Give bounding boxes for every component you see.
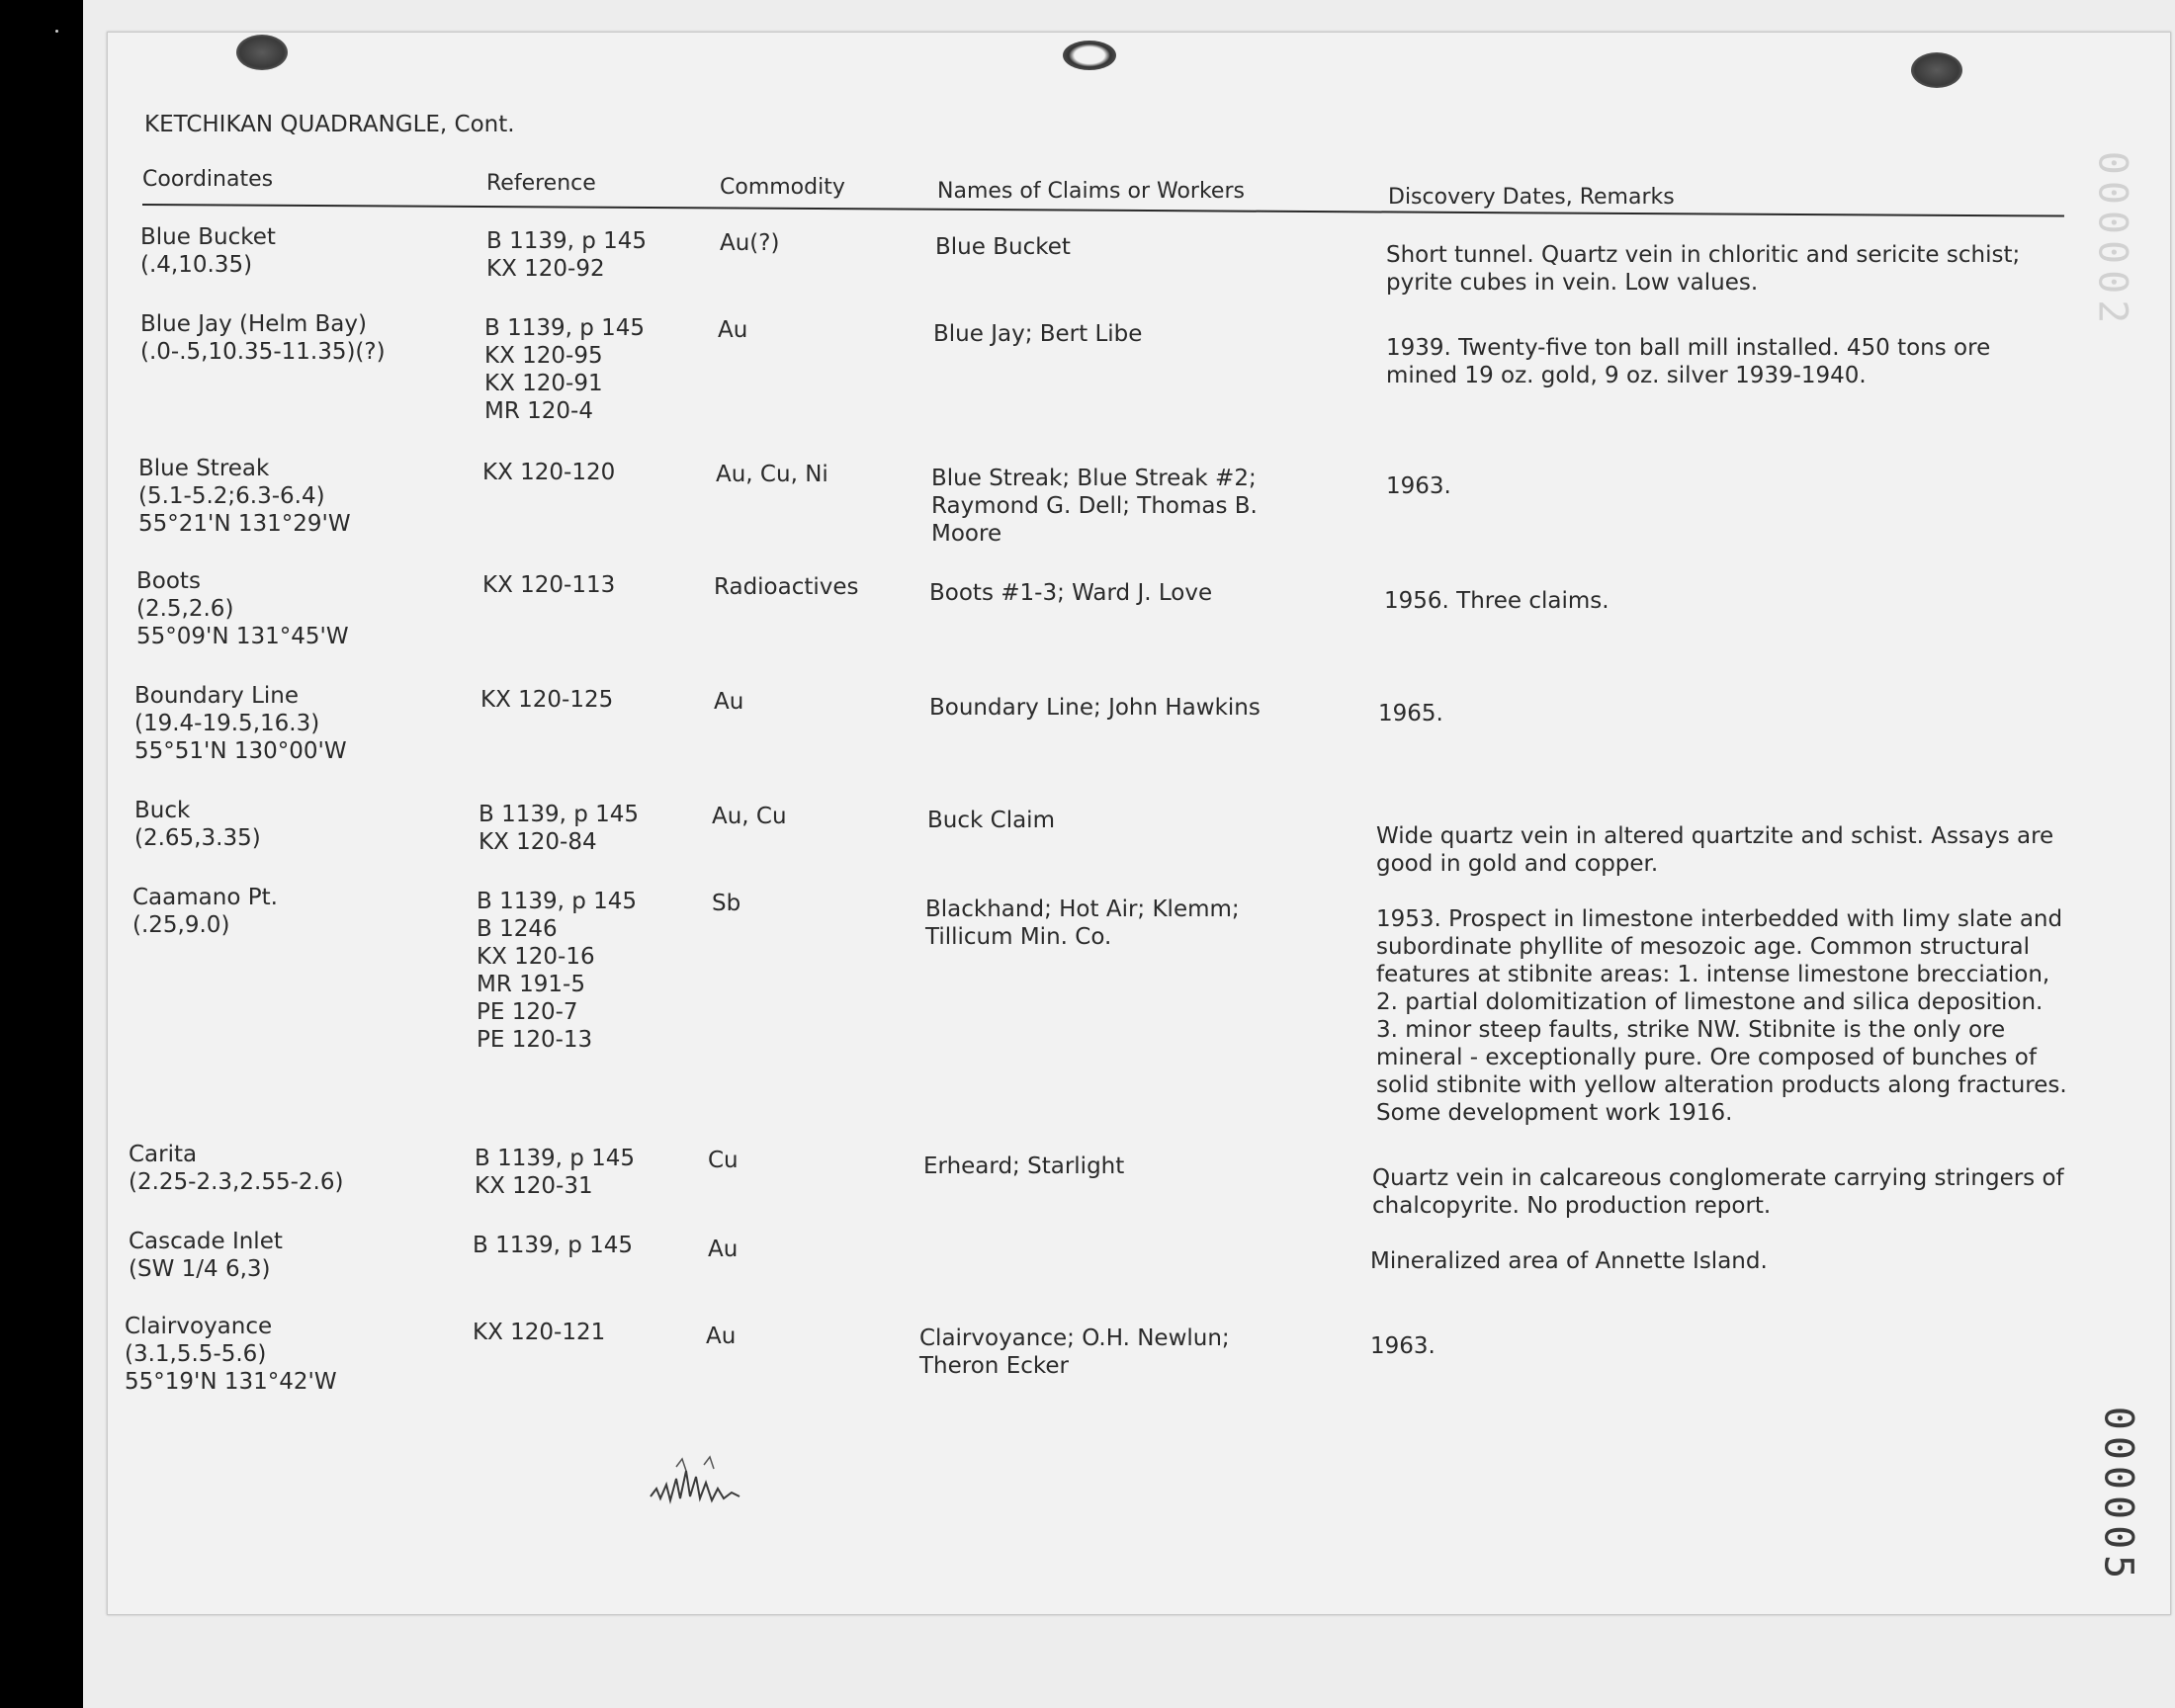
ink-scribble [647,1449,755,1508]
cell-reference: B 1139, p 145 B 1246 KX 120-16 MR 191-5 PE 120-7 PE 120-13 [477,889,638,1053]
cell-remarks: 1965. [1378,701,1443,726]
cell-coordinates: Boots (2.5,2.6) 55°09'N 131°45'W [136,568,349,649]
column-header-reference: Reference [486,171,596,196]
cell-remarks: 1956. Three claims. [1384,588,1610,614]
punch-hole [1063,41,1116,70]
cell-remarks: Quartz vein in calcareous conglomerate carrying stringers of chalcopyrite. No production report. [1372,1165,2064,1219]
cell-commodity: Au [708,1237,739,1262]
cell-reference: KX 120-120 [482,460,616,485]
cell-commodity: Radioactives [714,574,859,600]
cell-remarks: Short tunnel. Quartz vein in chloritic and sericite schist; pyrite cubes in vein. Low values. [1386,242,2021,296]
cell-coordinates: Carita (2.25-2.3,2.55-2.6) [129,1142,344,1195]
cell-remarks: Wide quartz vein in altered quartzite and schist. Assays are good in gold and copper. [1376,823,2054,877]
cell-remarks: 1953. Prospect in limestone interbedded with limy slate and subordinate phyllite of mesozoic age. Common structural features at stibnite areas: 1. intense limestone brecciation, 2. partial dolomitization of limestone and silica deposition. 3. minor steep faults, strike NW. Stibnite is the only ore mineral - exceptionally pure. Ore composed of bunches of solid stibnite with yellow alteration products along fractures. Some development work 1916. [1376,906,2067,1126]
cell-coordinates: Boundary Line (19.4-19.5,16.3) 55°51'N 130°00'W [134,683,347,764]
cell-names: Boots #1-3; Ward J. Love [929,580,1213,606]
cell-names: Boundary Line; John Hawkins [929,695,1261,721]
cell-reference: KX 120-113 [482,572,616,598]
page-stamp-top: 000002 [2089,150,2135,330]
cell-coordinates: Cascade Inlet (SW 1/4 6,3) [129,1229,283,1282]
cell-names: Blackhand; Hot Air; Klemm; Tillicum Min. Co. [925,897,1240,950]
cell-reference: B 1139, p 145 KX 120-31 [475,1146,636,1199]
cell-coordinates: Blue Streak (5.1-5.2;6.3-6.4) 55°21'N 131°29'W [138,456,351,537]
cell-commodity: Au(?) [720,230,780,256]
cell-remarks: 1963. [1386,473,1451,499]
cell-reference: B 1139, p 145 KX 120-84 [478,802,640,855]
page-title: KETCHIKAN QUADRANGLE, Cont. [144,112,515,137]
cell-names: Blue Streak; Blue Streak #2; Raymond G. Dell; Thomas B. Moore [931,466,1258,547]
cell-names: Blue Bucket [935,234,1071,260]
cell-reference: B 1139, p 145 KX 120-95 KX 120-91 MR 120-4 [484,315,646,424]
cell-names: Clairvoyance; O.H. Newlun; Theron Ecker [919,1325,1230,1379]
cell-commodity: Au, Cu, Ni [716,462,828,487]
cell-reference: B 1139, p 145 [473,1233,634,1258]
cell-commodity: Sb [712,891,741,916]
cell-coordinates: Caamano Pt. (.25,9.0) [132,885,278,938]
page-stamp-bottom: 000005 [2095,1406,2141,1585]
cell-names: Buck Claim [927,808,1055,833]
edge-mark [55,30,58,33]
cell-commodity: Cu [708,1148,739,1173]
cell-remarks: 1963. [1370,1333,1436,1359]
cell-coordinates: Buck (2.65,3.35) [134,798,261,851]
cell-reference: KX 120-125 [480,687,614,713]
cell-commodity: Au, Cu [712,804,787,829]
cell-commodity: Au [706,1324,737,1349]
column-header-commodity: Commodity [720,175,845,200]
cell-remarks: 1939. Twenty-five ton ball mill installed. 450 tons ore mined 19 oz. gold, 9 oz. silver 1939-1940. [1386,335,1991,388]
cell-names: Erheard; Starlight [923,1153,1125,1179]
cell-commodity: Au [714,689,744,715]
column-header-remarks: Discovery Dates, Remarks [1388,185,1675,210]
cell-coordinates: Clairvoyance (3.1,5.5-5.6) 55°19'N 131°42'W [125,1314,337,1395]
cell-remarks: Mineralized area of Annette Island. [1370,1248,1768,1274]
column-header-names: Names of Claims or Workers [937,179,1245,204]
cell-names: Blue Jay; Bert Libe [933,321,1143,347]
cell-coordinates: Blue Jay (Helm Bay) (.0-.5,10.35-11.35)(?) [140,311,386,365]
cell-commodity: Au [718,317,748,343]
cell-coordinates: Blue Bucket (.4,10.35) [140,224,276,278]
column-header-coordinates: Coordinates [142,167,274,192]
punch-hole [1911,52,1962,88]
cell-reference: B 1139, p 145 KX 120-92 [486,228,648,282]
cell-reference: KX 120-121 [473,1320,606,1345]
punch-hole [236,35,288,70]
